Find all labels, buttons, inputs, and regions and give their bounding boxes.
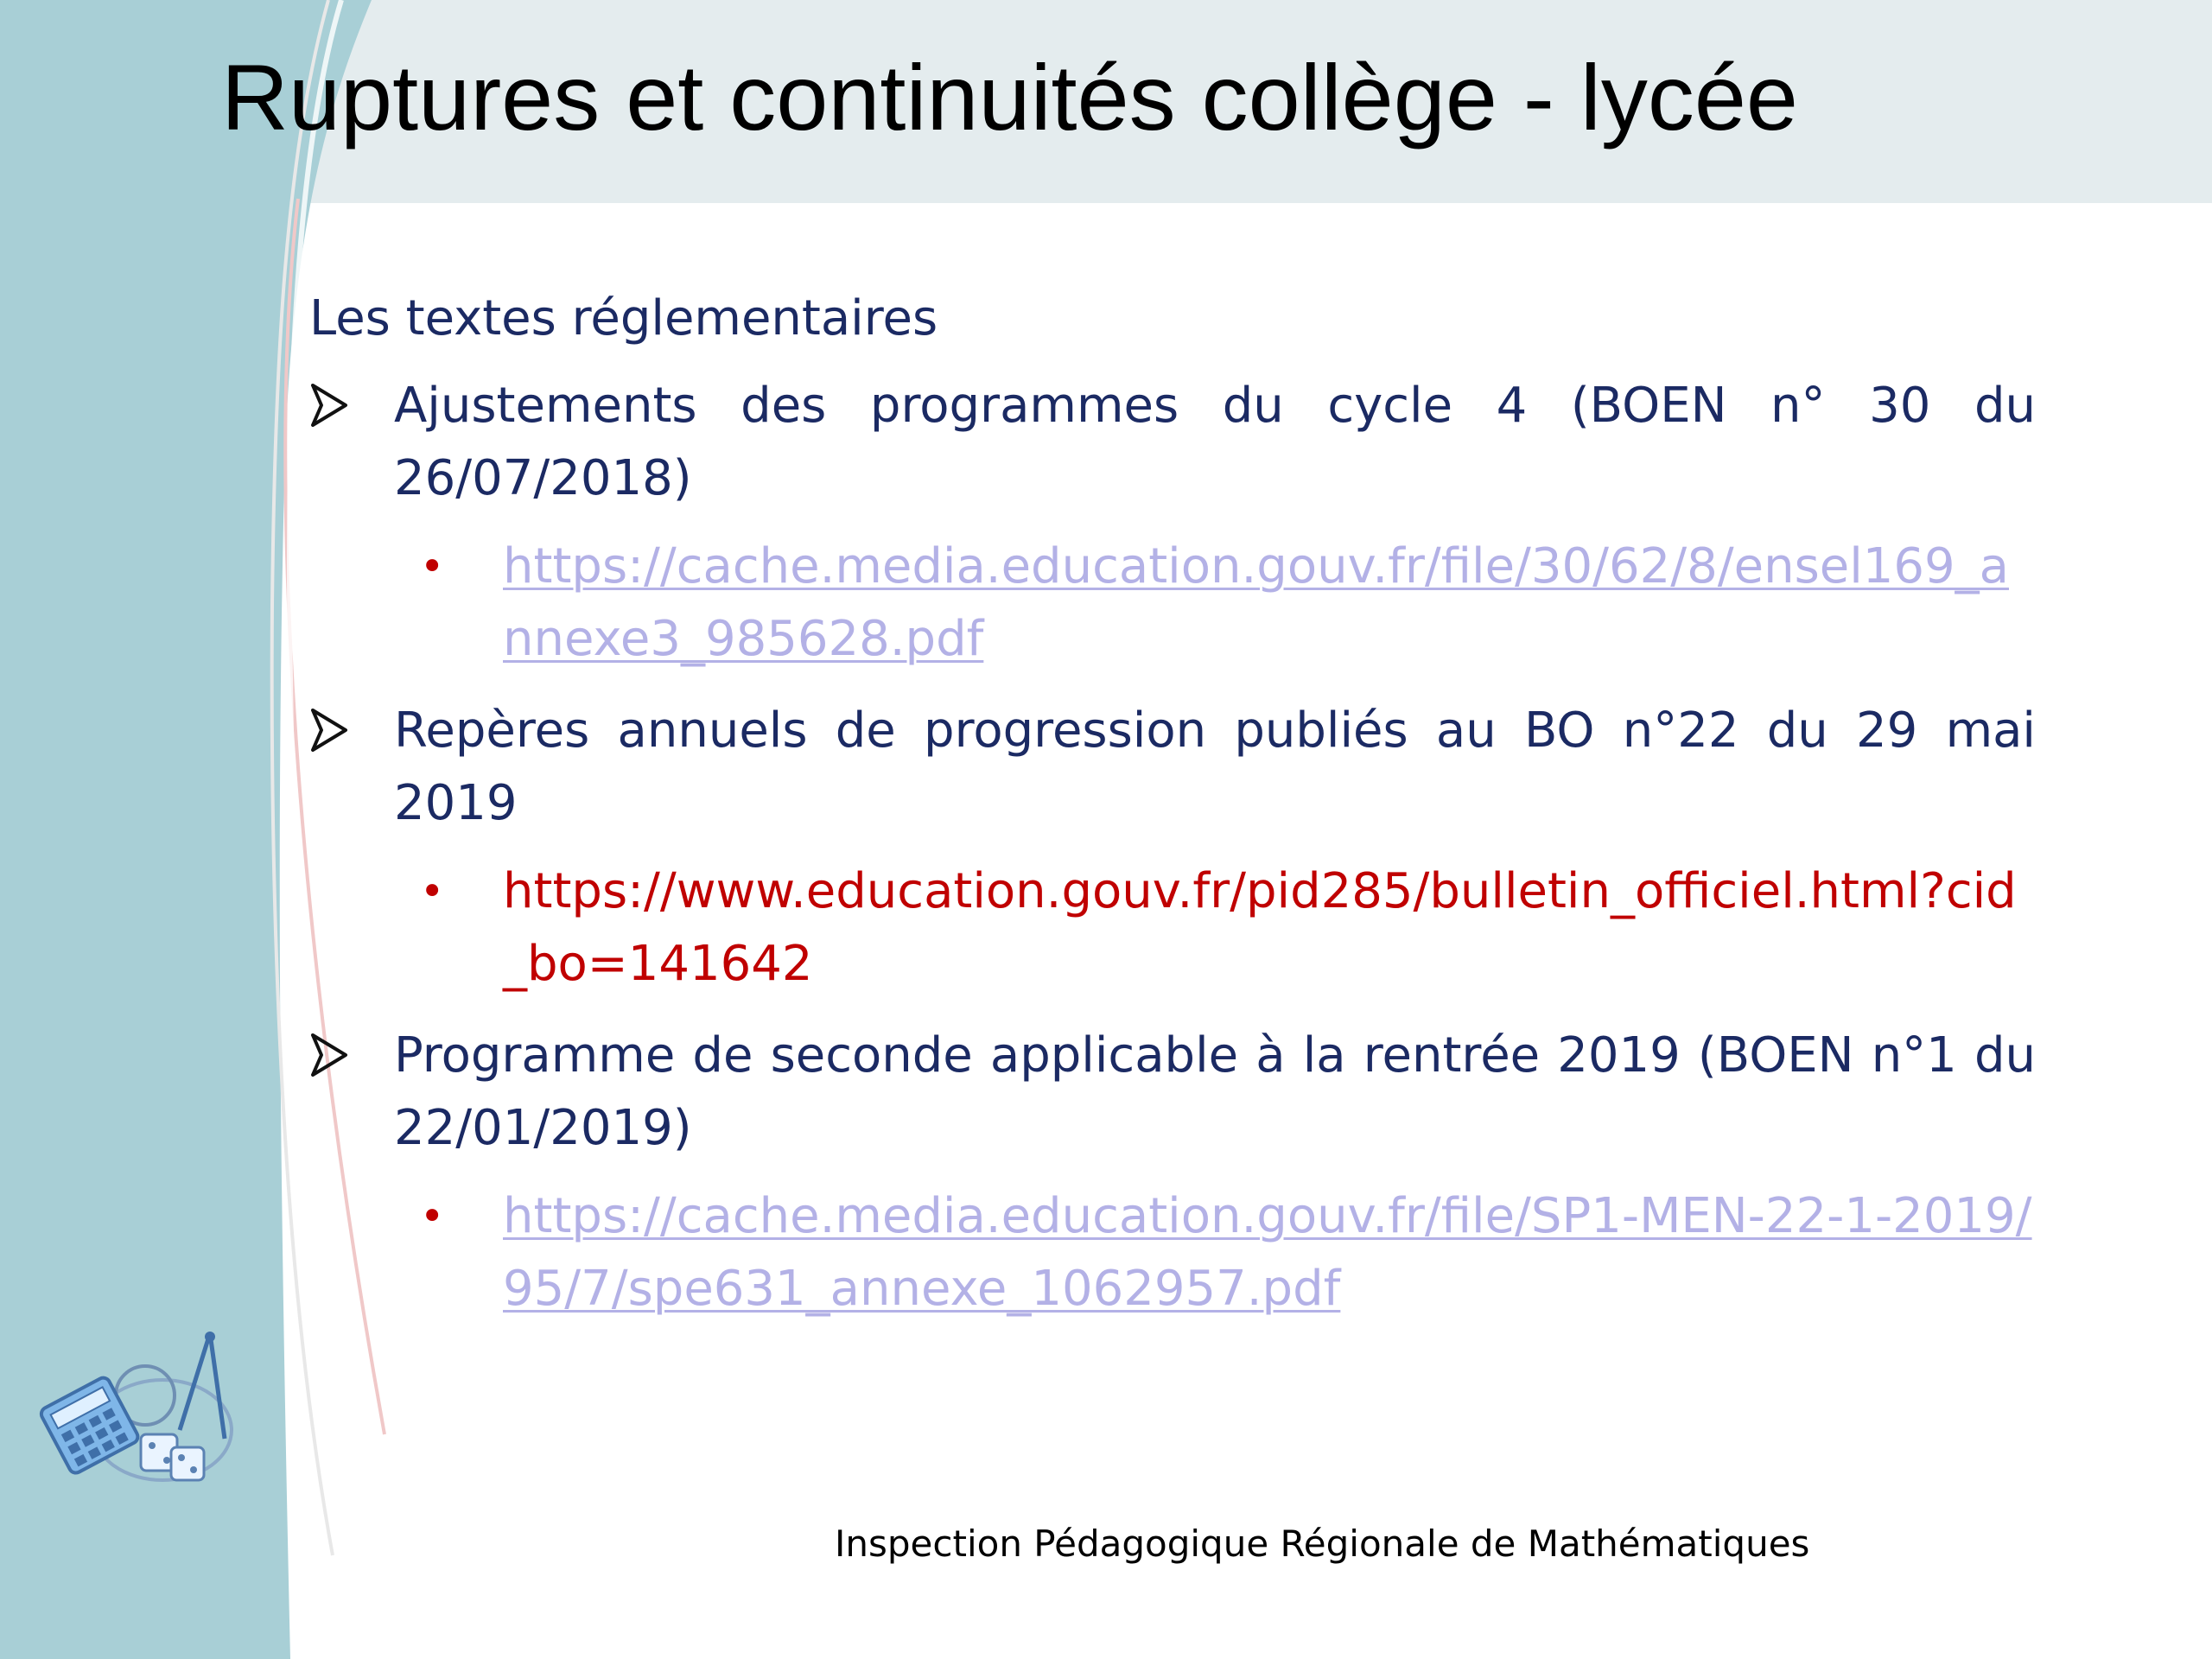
bullet-dot: •: [420, 1192, 445, 1241]
list-item: [309, 1020, 2036, 1165]
sub-item: [309, 531, 2036, 676]
sub-item: [309, 1180, 2036, 1325]
bullet-dot: •: [420, 543, 445, 591]
document-link[interactable]: https://www.education.gouv.fr/pid285/bulletin_officiel.html?cid_bo=141642: [503, 863, 2017, 992]
footer-text: Inspection Pédagogique Régionale de Mathématiques: [835, 1522, 1810, 1565]
arrow-bullet-icon: [309, 707, 349, 753]
list-item: [309, 695, 2036, 840]
math-tools-icon: [33, 1326, 240, 1491]
item-text: Repères annuels de progression publiés au BO n°22 du 29 mai 2019: [394, 702, 2036, 831]
slide-title: Ruptures et continuités collège - lycée: [221, 45, 1798, 149]
document-link[interactable]: https://cache.media.education.gouv.fr/file/30/62/8/ensel169_annexe3_985628.pdf: [503, 538, 2009, 667]
arrow-bullet-icon: [309, 382, 349, 429]
sub-item: [309, 855, 2036, 1001]
document-link[interactable]: https://cache.media.education.gouv.fr/file/SP1-MEN-22-1-2019/95/7/spe631_annexe_1062957.pdf: [503, 1188, 2032, 1317]
section-heading: Les textes réglementaires: [309, 290, 938, 346]
item-text: Ajustements des programmes du cycle 4 (BOEN n° 30 du 26/07/2018): [394, 378, 2036, 506]
item-text: Programme de seconde applicable à la rentrée 2019 (BOEN n°1 du 22/01/2019): [394, 1027, 2036, 1156]
list-item: [309, 370, 2036, 515]
arrow-bullet-icon: [309, 1032, 349, 1078]
bullet-dot: •: [420, 868, 445, 916]
slide-content: [309, 285, 2036, 1344]
